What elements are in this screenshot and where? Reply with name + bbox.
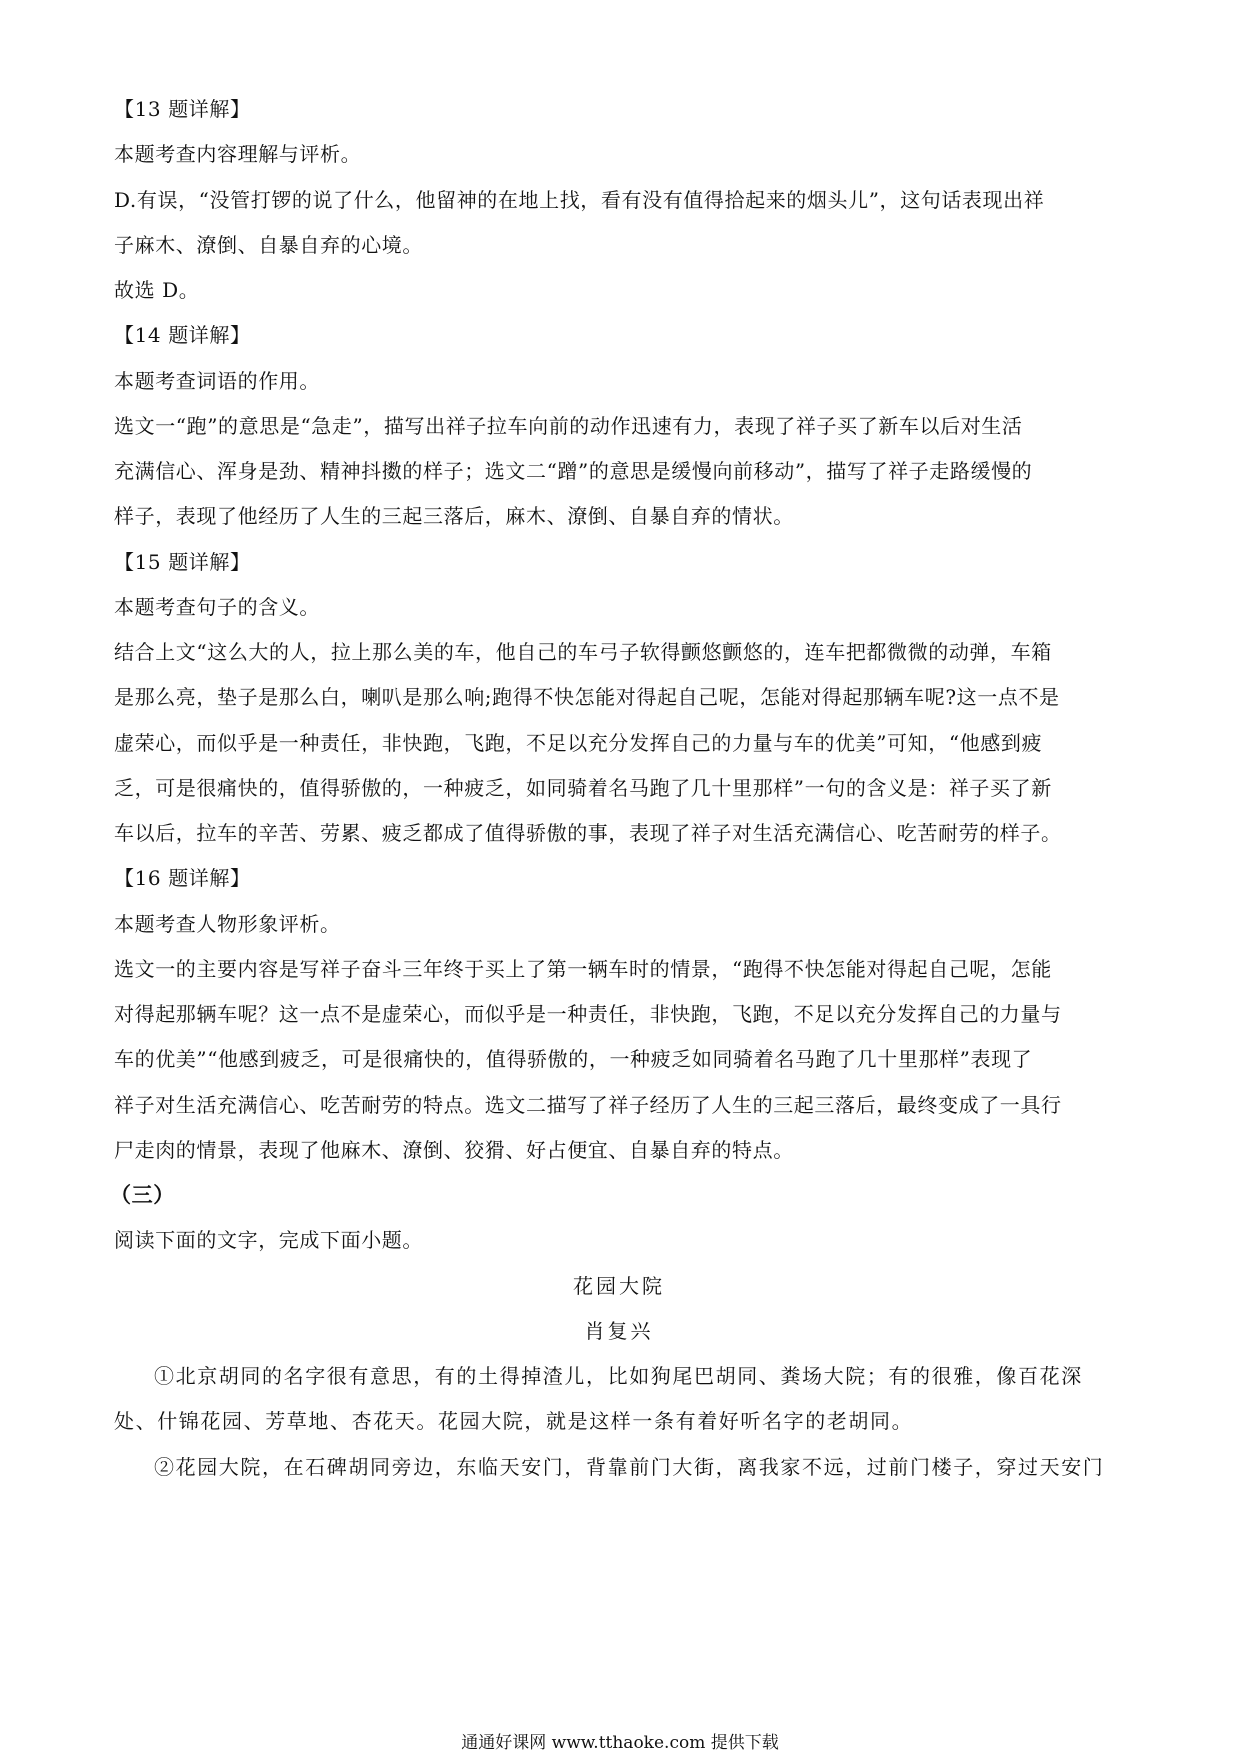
text-line: 选文一的主要内容是写祥子奋斗三年终于买上了第一辆车时的情景，“跑得不快怎能对得起自己呢，怎能 — [114, 957, 1052, 981]
heading-16: 【16 题详解】 — [114, 866, 251, 890]
text-line: 尸走肉的情景，表现了他麻木、潦倒、狡猾、好占便宜、自暴自弃的特点。 — [114, 1138, 794, 1162]
text-line: 子麻木、潦倒、自暴自弃的心境。 — [114, 233, 423, 257]
text-line: 本题考查句子的含义。 — [114, 595, 320, 619]
text-line: 选文一“跑”的意思是“急走”，描写出祥子拉车向前的动作迅速有力，表现了祥子买了新车以后对生活 — [114, 414, 1023, 438]
footer-watermark: 通通好课网 www.tthaoke.com 提供下载 — [461, 1733, 779, 1753]
section-heading: （三） — [110, 1182, 175, 1207]
text-line: 阅读下面的文字，完成下面小题。 — [114, 1228, 423, 1252]
heading-14: 【14 题详解】 — [114, 323, 251, 347]
article-author: 肖复兴 — [584, 1319, 654, 1343]
article-title: 花园大院 — [573, 1274, 665, 1298]
text-line: 本题考查词语的作用。 — [114, 369, 320, 393]
text-line: 本题考查人物形象评析。 — [114, 912, 341, 936]
text-line: 本题考查内容理解与评析。 — [114, 142, 362, 166]
text-line: 结合上文“这么大的人，拉上那么美的车，他自己的车弓子软得颤悠颤悠的，连车把都微微的动弹，车箱 — [114, 640, 1052, 664]
article-paragraph: 处、什锦花园、芳草地、杏花天。花园大院，就是这样一条有着好听名字的老胡同。 — [114, 1409, 914, 1433]
text-line: 祥子对生活充满信心、吃苦耐劳的特点。选文二描写了祥子经历了人生的三起三落后，最终变成了一具行 — [114, 1093, 1062, 1117]
text-line: 充满信心、浑身是劲、精神抖擞的样子；选文二“蹭”的意思是缓慢向前移动”，描写了祥子走路缓慢的 — [114, 459, 1033, 483]
text-line: 车以后，拉车的辛苦、劳累、疲乏都成了值得骄傲的事，表现了祥子对生活充满信心、吃苦耐劳的样子。 — [114, 821, 1062, 845]
text-line: 样子，表现了他经历了人生的三起三落后，麻木、潦倒、自暴自弃的情状。 — [114, 504, 794, 528]
heading-15: 【15 题详解】 — [114, 550, 251, 574]
text-line: 车的优美”“他感到疲乏，可是很痛快的，值得骄傲的，一种疲乏如同骑着名马跑了几十里那样”表现了 — [114, 1047, 1033, 1071]
text-line: 乏，可是很痛快的，值得骄傲的，一种疲乏，如同骑着名马跑了几十里那样”一句的含义是：祥子买了新 — [114, 776, 1052, 800]
article-paragraph: ①北京胡同的名字很有意思，有的土得掉渣儿，比如狗尾巴胡同、粪场大院；有的很雅，像百花深 — [154, 1364, 1083, 1388]
text-line: 故选 D。 — [114, 278, 200, 302]
text-line: D.有误，“没管打锣的说了什么，他留神的在地上找，看有没有值得拾起来的烟头儿”，这句话表现出祥 — [114, 188, 1045, 212]
text-line: 是那么亮，垫子是那么白，喇叭是那么响;跑得不快怎能对得起自己呢，怎能对得起那辆车呢?这一点不是 — [114, 685, 1060, 709]
text-line: 虚荣心，而似乎是一种责任，非快跑，飞跑，不足以充分发挥自己的力量与车的优美”可知，“他感到疲 — [114, 731, 1043, 755]
article-paragraph: ②花园大院，在石碑胡同旁边，东临天安门，背靠前门大街，离我家不远，过前门楼子，穿过天安门 — [154, 1455, 1105, 1479]
heading-13: 【13 题详解】 — [114, 97, 251, 121]
text-line: 对得起那辆车呢？这一点不是虚荣心，而似乎是一种责任，非快跑，飞跑，不足以充分发挥自己的力量与 — [114, 1002, 1062, 1026]
